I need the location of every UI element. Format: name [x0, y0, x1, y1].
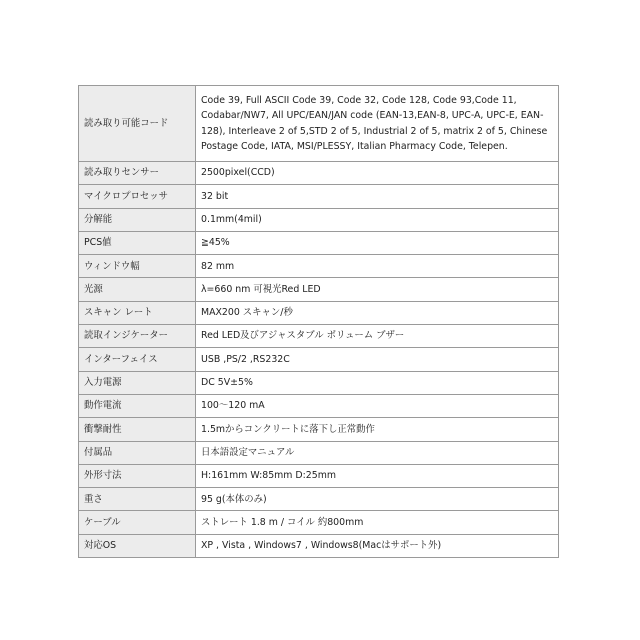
spec-row-accessories	[79, 441, 559, 464]
spec-label: PCS値	[79, 231, 196, 254]
spec-label: ケーブル	[79, 511, 196, 534]
spec-value: 日本語設定マニュアル	[196, 441, 559, 464]
spec-row-pcs	[79, 231, 559, 254]
spec-row-operating-current	[79, 394, 559, 417]
spec-row-cable	[79, 511, 559, 534]
spec-label: 対応OS	[79, 534, 196, 557]
spec-row-supported-os	[79, 534, 559, 557]
spec-value: MAX200 スキャン/秒	[196, 301, 559, 324]
spec-row-dimensions	[79, 464, 559, 487]
spec-value: Red LED及びアジャスタブル ボリューム ブザー	[196, 325, 559, 348]
spec-label: 入力電源	[79, 371, 196, 394]
spec-value: Code 39, Full ASCII Code 39, Code 32, Code 128, Code 93,Code 11, Codabar/NW7, All UPC/EAN/JAN code (EAN-13,EAN-8, UPC-A, UPC-E, EAN-128), Interleave 2 of 5,STD 2 of 5, Industrial 2 of 5, matrix 2 of 5, Chinese Postage Code, IATA, MSI/PLESSY, Italian Pharmacy Code, Telepen.	[196, 86, 559, 162]
spec-value: λ=660 nm 可視光Red LED	[196, 278, 559, 301]
spec-label: インターフェイス	[79, 348, 196, 371]
spec-value: 0.1mm(4mil)	[196, 208, 559, 231]
spec-row-input-power	[79, 371, 559, 394]
spec-label: 光源	[79, 278, 196, 301]
spec-value: 2500pixel(CCD)	[196, 162, 559, 185]
spec-value: 95 g(本体のみ)	[196, 488, 559, 511]
spec-label: 読み取りセンサー	[79, 162, 196, 185]
spec-row-weight	[79, 488, 559, 511]
spec-row-scan-rate	[79, 301, 559, 324]
spec-row-light-source	[79, 278, 559, 301]
spec-label: 動作電流	[79, 394, 196, 417]
spec-value: XP , Vista , Windows7 , Windows8(Macはサポート外)	[196, 534, 559, 557]
spec-value: 82 mm	[196, 255, 559, 278]
spec-value: USB ,PS/2 ,RS232C	[196, 348, 559, 371]
spec-value: 32 bit	[196, 185, 559, 208]
spec-value: ストレート 1.8 m / コイル 約800mm	[196, 511, 559, 534]
spec-label: ウィンドウ幅	[79, 255, 196, 278]
spec-value: 1.5mからコンクリートに落下し正常動作	[196, 418, 559, 441]
spec-row-sensor	[79, 162, 559, 185]
spec-label: 重さ	[79, 488, 196, 511]
spec-row-microprocessor	[79, 185, 559, 208]
spec-label: 分解能	[79, 208, 196, 231]
spec-row-interface	[79, 348, 559, 371]
spec-row-resolution	[79, 208, 559, 231]
spec-row-shock-resistance	[79, 418, 559, 441]
spec-label: 読取インジケーター	[79, 325, 196, 348]
spec-label: 衝撃耐性	[79, 418, 196, 441]
spec-label: マイクロプロセッサ	[79, 185, 196, 208]
spec-label: スキャン レート	[79, 301, 196, 324]
spec-value: 100～120 mA	[196, 394, 559, 417]
spec-value: ≧45%	[196, 231, 559, 254]
spec-label: 読み取り可能コード	[79, 86, 196, 162]
spec-value: H:161mm W:85mm D:25mm	[196, 464, 559, 487]
spec-table	[78, 85, 559, 558]
spec-row-window-width	[79, 255, 559, 278]
spec-row-indicator	[79, 325, 559, 348]
spec-label: 外形寸法	[79, 464, 196, 487]
spec-row-readable-codes	[79, 86, 559, 162]
spec-value: DC 5V±5%	[196, 371, 559, 394]
spec-label: 付属品	[79, 441, 196, 464]
